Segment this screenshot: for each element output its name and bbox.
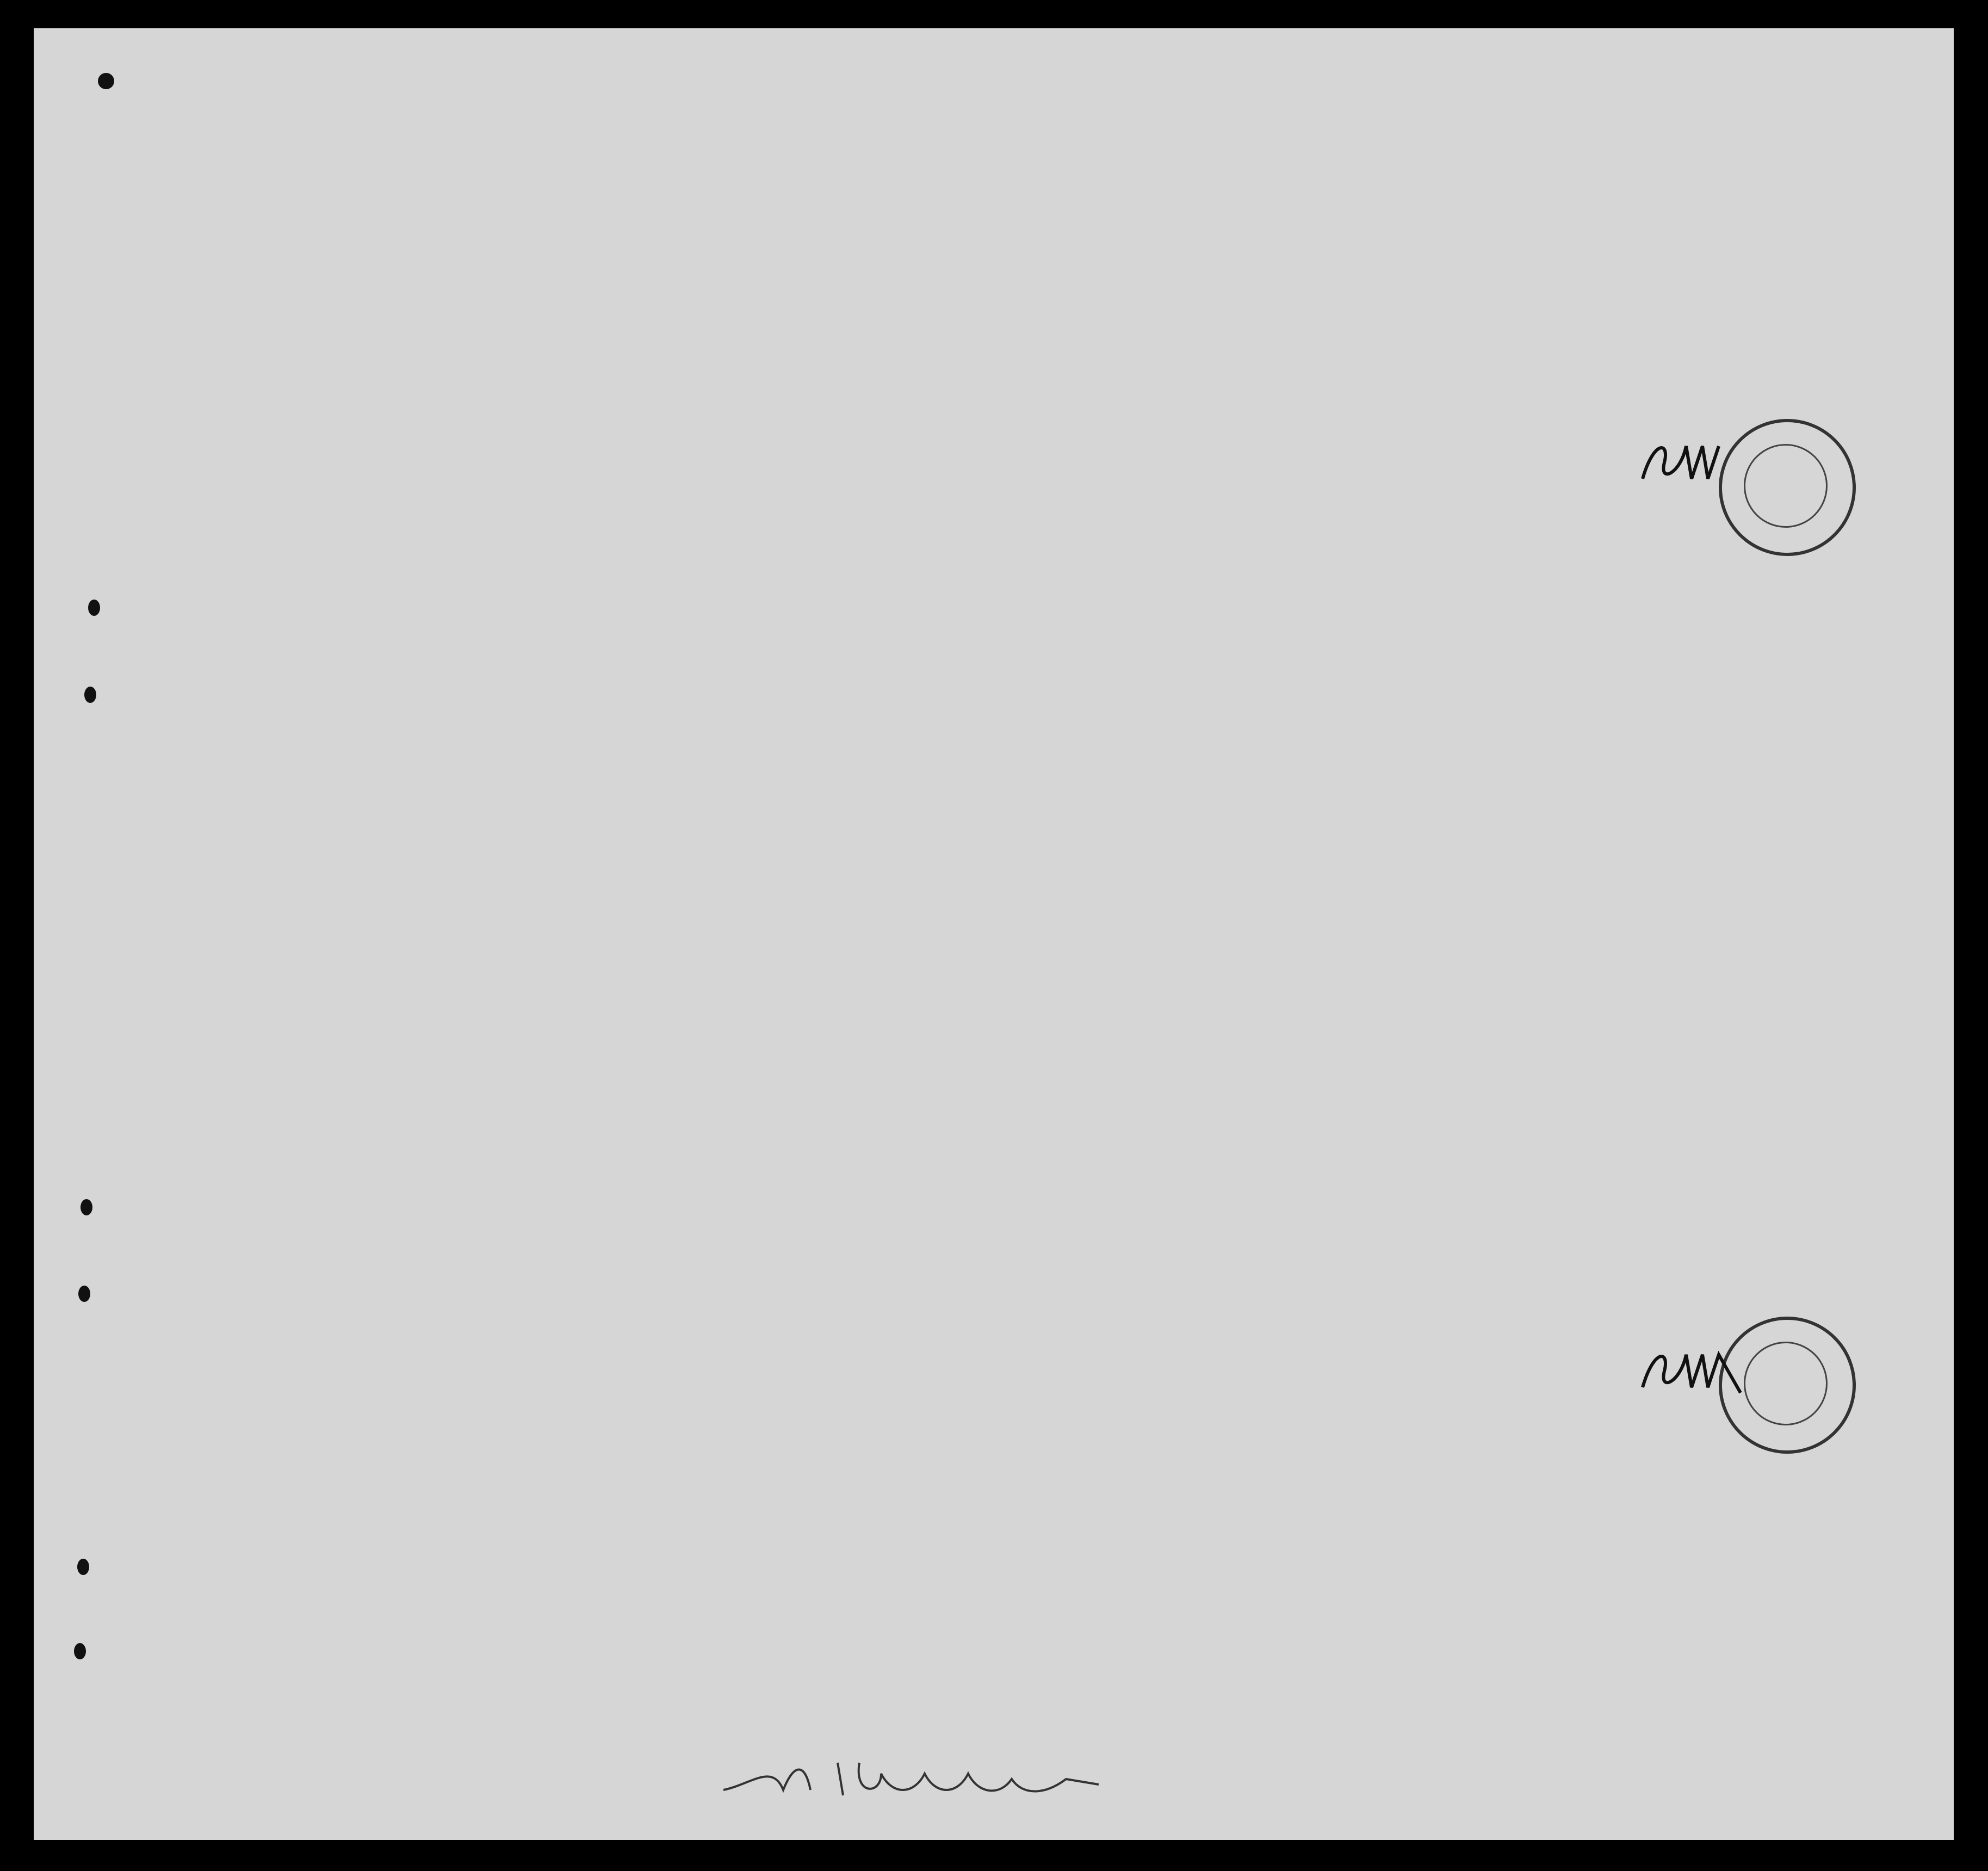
punch-hole [88,600,100,616]
handwritten-initials [1637,430,1735,495]
punch-hole [77,1559,89,1575]
punch-hole [80,1199,92,1215]
punch-hole [78,1286,90,1302]
handwritten-initials [1637,1338,1746,1404]
inspector-signature [718,1752,1110,1806]
consulate-seal [1719,419,1856,556]
dept-seal-icon [98,73,114,89]
punch-hole [74,1643,86,1659]
manifest-sheet [34,28,1954,1840]
punch-hole [84,687,96,703]
